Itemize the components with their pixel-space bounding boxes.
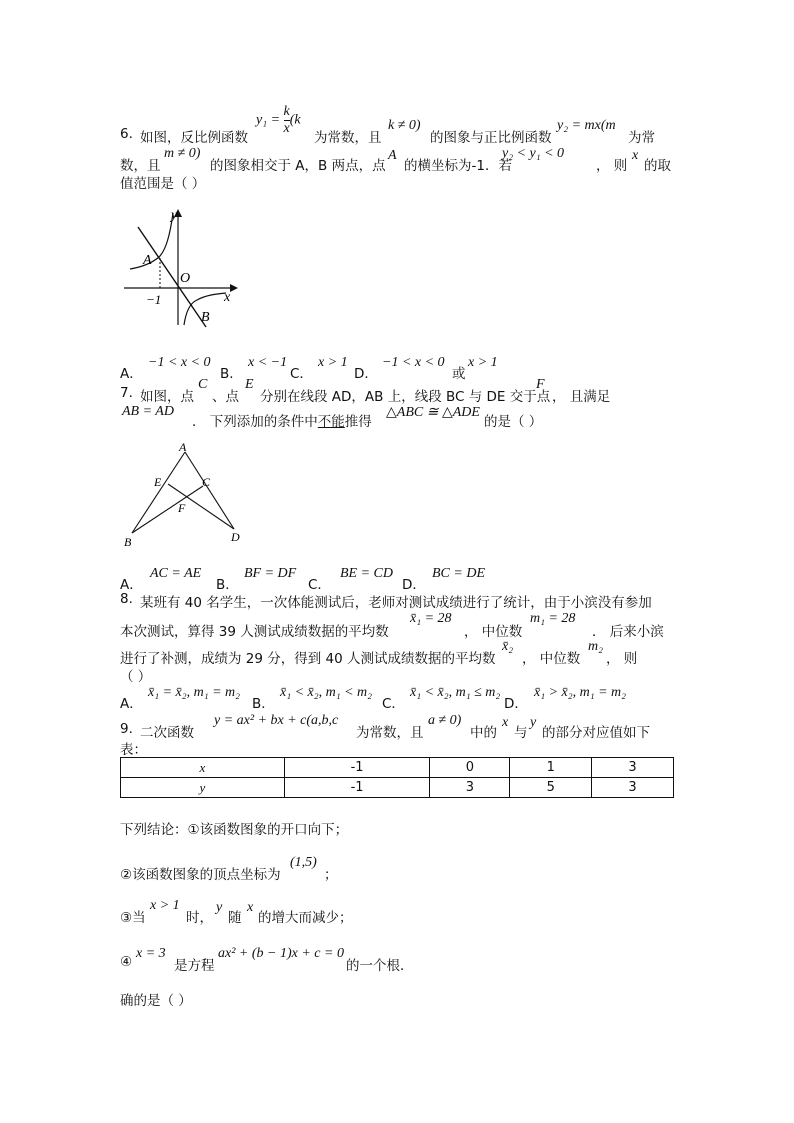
q9-conclusion-4-c: 的一个根． bbox=[346, 958, 414, 974]
q9-equation: y = ax² + bx + c(a,b,c bbox=[214, 713, 339, 728]
q7-triangle-figure bbox=[118, 440, 248, 550]
q7-text-g: 的是（ ） bbox=[484, 414, 543, 430]
q7-option-c-expr[interactable]: BE = CD bbox=[340, 566, 393, 581]
q6-option-d-label[interactable]: D． bbox=[354, 366, 378, 382]
q6-option-a-label[interactable]: A． bbox=[120, 366, 143, 382]
q8-line2a: 本次测试，算得 39 人测试成绩数据的平均数 bbox=[120, 624, 389, 640]
q9-conclusion-4-eq: ax² + (b − 1)x + c = 0 bbox=[218, 946, 344, 961]
q8-mean1: x̄₁ = 28 bbox=[410, 611, 452, 626]
q8-option-d-label[interactable]: D． bbox=[504, 696, 528, 712]
q7-fig-label-e: E bbox=[154, 475, 162, 489]
q6-text-graph: 的图象与正比例函数 bbox=[430, 130, 552, 146]
q6-fig-label-o: O bbox=[180, 271, 191, 286]
table-row bbox=[121, 758, 674, 778]
q7-option-c-label[interactable]: C． bbox=[308, 577, 331, 593]
q6-y2-def: y₂ = mx(m bbox=[557, 118, 616, 133]
q6-formula-y1 bbox=[256, 105, 301, 136]
q9-conclusion-4-b: 是方程 bbox=[174, 958, 215, 974]
q9-conclusion-3-b: 时， bbox=[186, 910, 213, 926]
q9-var-y: y bbox=[530, 715, 537, 730]
q9-conclusion-4-x: x = 3 bbox=[136, 946, 166, 961]
q9-conclusion-3-d: 的增大而减少； bbox=[258, 910, 353, 926]
q6-option-d-or: 或 bbox=[452, 366, 466, 382]
q6-text-then: ， 则 bbox=[596, 158, 628, 174]
q7-option-b-expr[interactable]: BF = DF bbox=[244, 566, 297, 581]
q8-median2: m₂ bbox=[588, 639, 603, 654]
q6-line3: 值范围是（ ） bbox=[120, 176, 206, 192]
q6-fig-label-a: A bbox=[143, 253, 152, 268]
q8-line4: （ ） bbox=[120, 669, 152, 685]
q8-line3b: ， 中位数 bbox=[522, 651, 581, 667]
q6-text-const: 为常数，且 bbox=[314, 130, 382, 146]
q8-option-c-expr[interactable]: x̄₁ < x̄₂, m₁ ≤ m₂ bbox=[410, 685, 501, 700]
q9-text-e: 的部分对应值如下 bbox=[542, 725, 650, 741]
q7-text-b: 、点 bbox=[212, 389, 239, 405]
q7-fig-label-b: B bbox=[124, 535, 132, 549]
q7-option-a-label[interactable]: A． bbox=[120, 577, 143, 593]
q7-not-can: 不能 bbox=[317, 414, 345, 430]
q6-number: 6. bbox=[120, 126, 133, 142]
q7-text-e: ． 下列添加的条件中 bbox=[192, 414, 318, 430]
q6-function-graph bbox=[118, 205, 248, 330]
q8-option-b-expr[interactable]: x̄₁ < x̄₂, m₁ < m₂ bbox=[280, 685, 373, 700]
q6-option-a-expr[interactable]: −1 < x < 0 bbox=[148, 355, 211, 370]
q8-mean2: x̄₂ bbox=[502, 639, 514, 654]
q7-number: 7. bbox=[120, 385, 133, 401]
q9-text-b: 为常数，且 bbox=[356, 725, 424, 741]
q8-option-a-label[interactable]: A． bbox=[120, 696, 143, 712]
q6-var-x: x bbox=[632, 148, 639, 163]
q7-option-d-expr[interactable]: BC = DE bbox=[432, 566, 485, 581]
q6-option-c-label[interactable]: C． bbox=[290, 366, 313, 382]
q6-option-c-expr[interactable]: x > 1 bbox=[318, 355, 348, 370]
q6-text-abscissa: 的横坐标为-1．若 bbox=[404, 158, 512, 174]
q9-number: 9. bbox=[120, 721, 133, 737]
q6-fig-label-y: y bbox=[171, 208, 178, 223]
q7-text-c: 分别在线段 AD，AB 上，线段 BC 与 DE 交于点 bbox=[260, 389, 551, 405]
q8-option-a-expr[interactable]: x̄₁ = x̄₂, m₁ = m₂ bbox=[148, 685, 241, 700]
q6-m-ne0: m ≠ 0) bbox=[164, 146, 201, 161]
q8-option-b-label[interactable]: B． bbox=[252, 696, 275, 712]
q6-point-a: A bbox=[388, 148, 397, 163]
q7-condition: AB = AD bbox=[122, 404, 174, 419]
table-row bbox=[121, 778, 674, 798]
table-cell: 5 bbox=[510, 778, 592, 798]
q9-text-a: 二次函数 bbox=[140, 725, 194, 741]
q7-option-d-label[interactable]: D． bbox=[402, 577, 426, 593]
q6-k-ne0: k ≠ 0) bbox=[388, 118, 421, 133]
q9-conclusion-3-x: x bbox=[247, 900, 254, 915]
q7-text-a: 如图，点 bbox=[140, 389, 194, 405]
q7-fig-label-c: C bbox=[202, 475, 211, 489]
table-cell: 3 bbox=[592, 758, 674, 778]
q9-var-x: x bbox=[502, 715, 509, 730]
q7-fig-label-d: D bbox=[231, 530, 240, 544]
q9-value-table bbox=[120, 757, 674, 798]
table-cell: 1 bbox=[510, 758, 592, 778]
q9-conclusion-3-cond: x > 1 bbox=[150, 898, 180, 913]
q6-option-d-expr[interactable]: −1 < x < 0 bbox=[382, 355, 445, 370]
table-header-y: y bbox=[121, 778, 285, 798]
q9-text-c: 中的 bbox=[470, 725, 497, 741]
table-cell: 3 bbox=[430, 778, 510, 798]
q6-text-intersect: 的图象相交于 A，B 两点，点 bbox=[210, 158, 386, 174]
q6-fig-label-neg1: −1 bbox=[146, 292, 162, 307]
q7-congruence: △ABC ≅ △ADE bbox=[386, 405, 480, 420]
q9-line2: 表： bbox=[120, 742, 147, 758]
q8-line3a: 进行了补测，成绩为 29 分，得到 40 人测试成绩数据的平均数 bbox=[120, 651, 496, 667]
q8-line2c: ． 后来小滨 bbox=[592, 624, 664, 640]
q8-option-c-label[interactable]: C． bbox=[382, 696, 405, 712]
q7-option-b-label[interactable]: B． bbox=[216, 577, 239, 593]
q8-line3c: ， 则 bbox=[606, 651, 638, 667]
q6-option-b-expr[interactable]: x < −1 bbox=[248, 355, 288, 370]
q7-fig-label-a: A bbox=[179, 440, 187, 454]
table-header-x: x bbox=[121, 758, 285, 778]
q8-option-d-expr[interactable]: x̄₁ > x̄₂, m₁ = m₂ bbox=[534, 685, 627, 700]
q8-median1: m₁ = 28 bbox=[530, 611, 576, 626]
q7-point-e: E bbox=[245, 377, 254, 392]
q6-y1-lhs: y₁ = bbox=[256, 112, 281, 128]
q7-fig-label-f: F bbox=[178, 501, 186, 515]
table-cell: 0 bbox=[430, 758, 510, 778]
q9-text-d: 与 bbox=[514, 725, 528, 741]
q9-conclusion-1: 下列结论：①该函数图象的开口向下； bbox=[120, 822, 349, 838]
q7-option-a-expr[interactable]: AC = AE bbox=[150, 566, 202, 581]
q6-text-intro: 如图，反比例函数 bbox=[140, 130, 248, 146]
q7-text-e-part1 bbox=[192, 410, 372, 430]
q6-inequality: y₂ < y₁ < 0 bbox=[502, 146, 565, 161]
q9-conclusion-3-a: ③当 bbox=[120, 910, 146, 926]
table-cell: 3 bbox=[592, 778, 674, 798]
q9-conclusion-4-a: ④ bbox=[120, 954, 133, 970]
q6-option-b-label[interactable]: B． bbox=[220, 366, 243, 382]
q9-conclusion-2-end: ； bbox=[324, 867, 338, 883]
q8-number: 8. bbox=[120, 591, 133, 607]
q9-conclusion-2-expr: (1,5) bbox=[290, 855, 317, 870]
q6-frac-den: x bbox=[283, 121, 290, 136]
q8-line2b: ， 中位数 bbox=[464, 624, 523, 640]
q6-open-k: (k bbox=[289, 112, 301, 128]
q9-conclusion-3-y: y bbox=[216, 900, 223, 915]
table-cell: -1 bbox=[284, 778, 430, 798]
q6-text-qu: 的取 bbox=[644, 158, 671, 174]
q6-option-d-tail[interactable]: x > 1 bbox=[468, 355, 498, 370]
q6-frac-num: k bbox=[283, 104, 290, 119]
q9-final-prompt: 确的是（ ） bbox=[120, 993, 192, 1009]
table-cell: -1 bbox=[284, 758, 430, 778]
q6-text-wei: 为常 bbox=[628, 130, 655, 146]
q6-fig-label-x: x bbox=[224, 290, 231, 305]
q9-conclusion-3-c: 随 bbox=[228, 910, 242, 926]
q7-point-f: F bbox=[536, 377, 545, 392]
q6-text-shu: 数，且 bbox=[120, 158, 161, 174]
q7-text-d: ， 且满足 bbox=[552, 389, 611, 405]
q6-fig-label-b: B bbox=[201, 310, 210, 325]
q9-conclusion-2-text: ②该函数图象的顶点坐标为 bbox=[120, 867, 281, 883]
q7-point-c: C bbox=[198, 377, 208, 392]
q7-text-f: 推得 bbox=[344, 414, 372, 430]
q9-a-ne0: a ≠ 0) bbox=[428, 713, 462, 728]
q8-line1: 某班有 40 名学生，一次体能测试后，老师对测试成绩进行了统计，由于小滨没有参加 bbox=[140, 595, 652, 611]
